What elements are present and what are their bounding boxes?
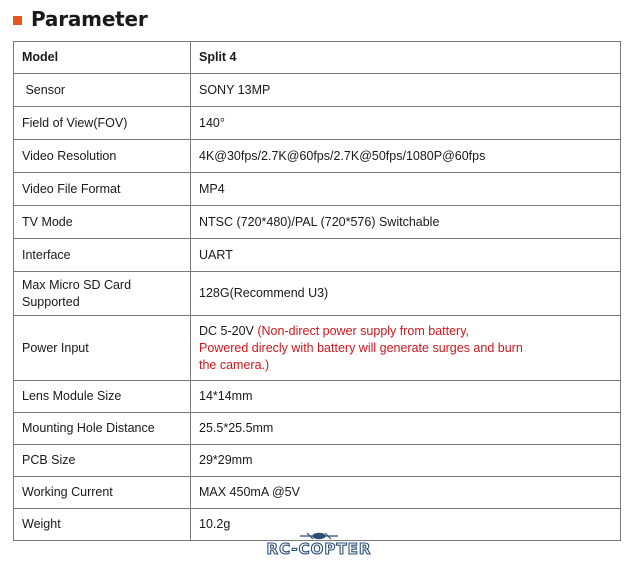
- row-value: MP4: [191, 173, 621, 206]
- row-label: [14, 272, 191, 316]
- power-warning-note: Powered direcly with battery will generate surges and burn: [199, 340, 523, 355]
- row-value: 128G(Recommend U3): [191, 272, 621, 316]
- heading-bullet-icon: [13, 16, 22, 25]
- row-value: 29*29mm: [191, 445, 621, 477]
- header-label: Model: [14, 42, 191, 74]
- table-header-row: [14, 42, 621, 74]
- row-value: 25.5*25.5mm: [191, 413, 621, 445]
- row-value: 10.2g: [191, 509, 621, 541]
- row-label-line: Supported: [22, 294, 80, 309]
- row-label: Field of View(FOV): [14, 107, 191, 140]
- drone-icon: [300, 533, 338, 539]
- table-row: [14, 239, 621, 272]
- table-row: [14, 477, 621, 509]
- power-input-value: DC 5-20V: [199, 323, 258, 338]
- row-label: Sensor: [14, 74, 191, 107]
- row-label: Mounting Hole Distance: [14, 413, 191, 445]
- row-value: NTSC (720*480)/PAL (720*576) Switchable: [191, 206, 621, 239]
- row-value: MAX 450mA @5V: [191, 477, 621, 509]
- row-label: Working Current: [14, 477, 191, 509]
- row-label-line: Max Micro SD Card: [22, 277, 132, 292]
- table-row: [14, 74, 621, 107]
- row-value: 14*14mm: [191, 381, 621, 413]
- row-value: 140°: [191, 107, 621, 140]
- row-value: 4K@30fps/2.7K@60fps/2.7K@50fps/1080P@60fps: [191, 140, 621, 173]
- table-row: [14, 140, 621, 173]
- watermark-text: RC-COPTER: [266, 540, 372, 558]
- table-row: [14, 206, 621, 239]
- row-value: SONY 13MP: [191, 74, 621, 107]
- parameter-table: [13, 41, 621, 541]
- row-label: Video File Format: [14, 173, 191, 206]
- row-label: Lens Module Size: [14, 381, 191, 413]
- row-label: TV Mode: [14, 206, 191, 239]
- section-title: Parameter: [31, 7, 148, 31]
- table-row: [14, 272, 621, 316]
- row-value: UART: [191, 239, 621, 272]
- row-label: Weight: [14, 509, 191, 541]
- table-row: [14, 413, 621, 445]
- rc-copter-watermark-logo: [254, 530, 384, 560]
- row-label: Video Resolution: [14, 140, 191, 173]
- power-warning-note: (Non-direct power supply from battery,: [257, 323, 470, 338]
- row-label: Interface: [14, 239, 191, 272]
- section-heading: [13, 4, 148, 34]
- table-row: [14, 381, 621, 413]
- table-row: [14, 173, 621, 206]
- table-row: [14, 316, 621, 381]
- row-label: Power Input: [14, 316, 191, 381]
- row-label: PCB Size: [14, 445, 191, 477]
- row-value: [191, 316, 621, 381]
- power-warning-note: the camera.): [199, 357, 270, 372]
- table-row: [14, 445, 621, 477]
- table-row: [14, 107, 621, 140]
- header-value: Split 4: [191, 42, 621, 74]
